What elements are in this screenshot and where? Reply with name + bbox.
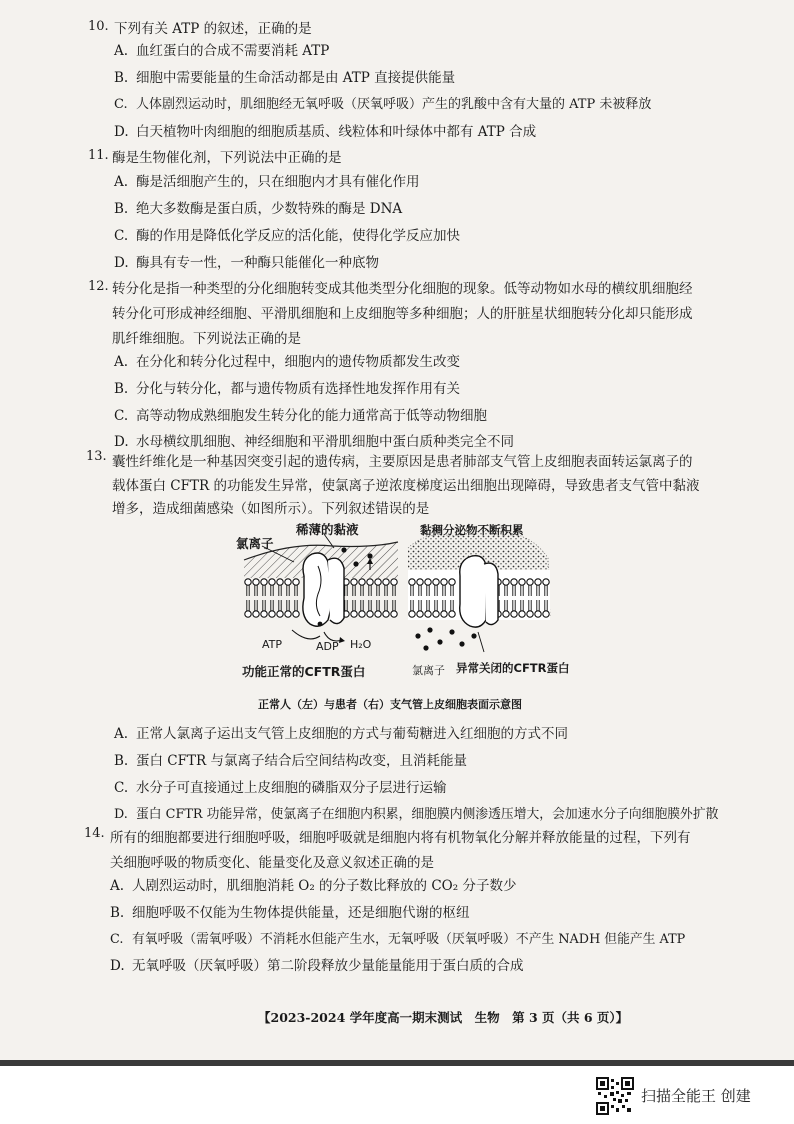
option-a: A. 酶是活细胞产生的，只在细胞内才具有催化作用 [114,174,420,190]
question-number: 11. [88,148,109,163]
question-stem-line: 囊性纤维化是一种基因突变引起的遗传病，主要原因是患者肺部支气管上皮细胞表面转运氯离子的 [112,454,693,470]
label-thin-mucus: 稀薄的黏液 [296,522,359,537]
option-d: D. 酶具有专一性，一种酶只能催化一种底物 [114,255,379,271]
option-b: B. 分化与转分化，都与遗传物质有选择性地发挥作用有关 [114,381,460,397]
option-d: D. 白天植物叶肉细胞的细胞质基质、线粒体和叶绿体中都有 ATP 合成 [114,124,537,140]
option-c: C. 酶的作用是降低化学反应的活化能，使得化学反应加快 [114,228,460,244]
label-abnormal-cftr: 异常关闭的CFTR蛋白 [456,661,570,675]
option-b: B. 蛋白 CFTR 与氯离子结合后空间结构改变，且消耗能量 [114,753,467,769]
question-stem: 酶是生物催化剂，下列说法中正确的是 [112,150,342,166]
question-stem-line: 所有的细胞都要进行细胞呼吸，细胞呼吸就是细胞内将有机物氧化分解并释放能量的过程，下列有 [110,830,691,846]
option-a: A. 在分化和转分化过程中，细胞内的遗传物质都发生改变 [114,354,460,370]
question-stem-line: 载体蛋白 CFTR 的功能发生异常，使氯离子逆浓度梯度运出细胞出现障碍，导致患者支气管中黏液 [112,478,700,494]
option-c: C. 水分子可直接通过上皮细胞的磷脂双分子层进行运输 [114,780,447,796]
question-number: 12. [88,279,109,294]
question-stem-line: 转分化是指一种类型的分化细胞转变成其他类型分化细胞的现象。低等动物如水母的横纹肌细胞经 [112,281,693,297]
cftr-membrane-figure [232,520,570,680]
label-chloride-ion: 氯离子 [236,536,274,551]
scanner-watermark: 扫描全能王 创建 [641,1087,751,1105]
label-thick-secretion: 黏稠分泌物不断积累 [420,523,524,537]
option-c: C. 人体剧烈运动时，肌细胞经无氧呼吸（厌氧呼吸）产生的乳酸中含有大量的 ATP 未被释放 [114,97,652,112]
label-adp: ADP [316,640,339,653]
option-b: B. 绝大多数酶是蛋白质，少数特殊的酶是 DNA [114,201,403,217]
option-a: A. 血红蛋白的合成不需要消耗 ATP [114,43,330,59]
option-b: B. 细胞呼吸不仅能为生物体提供能量，还是细胞代谢的枢纽 [110,905,470,921]
option-b: B. 细胞中需要能量的生命活动都是由 ATP 直接提供能量 [114,70,456,86]
question-number: 10. [88,19,109,34]
option-d: D. 水母横纹肌细胞、神经细胞和平滑肌细胞中蛋白质种类完全不同 [114,434,514,450]
label-normal-cftr: 功能正常的CFTR蛋白 [242,664,366,679]
label-chloride-ion-right: 氯离子 [412,664,445,677]
question-number: 14. [84,826,105,841]
question-stem-line: 转分化可形成神经细胞、平滑肌细胞和上皮细胞等多种细胞；人的肝脏星状细胞转分化却只能形成 [112,306,693,322]
option-a: A. 人剧烈运动时，肌细胞消耗 O₂ 的分子数比释放的 CO₂ 分子数少 [110,878,517,894]
figure-caption: 正常人（左）与患者（右）支气管上皮细胞表面示意图 [258,698,522,711]
option-c: C. 有氧呼吸（需氧呼吸）不消耗水但能产生水，无氧呼吸（厌氧呼吸）不产生 NADH 但能产生 ATP [110,932,686,947]
label-h2o: H₂O [350,638,372,651]
question-stem-line: 肌纤维细胞。下列说法正确的是 [112,331,301,347]
patient-cell-panel [408,531,550,652]
option-d: D. 蛋白 CFTR 功能异常，使氯离子在细胞内积累，细胞膜内侧渗透压增大，会加速水分子向细胞膜外扩散 [114,807,719,822]
question-number: 13. [86,449,107,464]
question-stem-line: 增多，造成细菌感染（如图所示）。下列叙述错误的是 [112,501,430,517]
membrane-diagram [232,520,560,680]
qr-code-icon [596,1077,634,1115]
question-stem: 下列有关 ATP 的叙述，正确的是 [114,21,312,37]
option-a: A. 正常人氯离子运出支气管上皮细胞的方式与葡萄糖进入红细胞的方式不同 [114,726,568,742]
option-c: C. 高等动物成熟细胞发生转分化的能力通常高于低等动物细胞 [114,408,487,424]
page-footer: 【2023-2024 学年度高一期末测试 生物 第 3 页（共 6 页）】 [258,1010,629,1025]
option-d: D. 无氧呼吸（厌氧呼吸）第二阶段释放少量能量能用于蛋白质的合成 [110,958,524,974]
question-stem-line: 关细胞呼吸的物质变化、能量变化及意义叙述正确的是 [110,855,434,871]
label-atp: ATP [262,638,283,651]
